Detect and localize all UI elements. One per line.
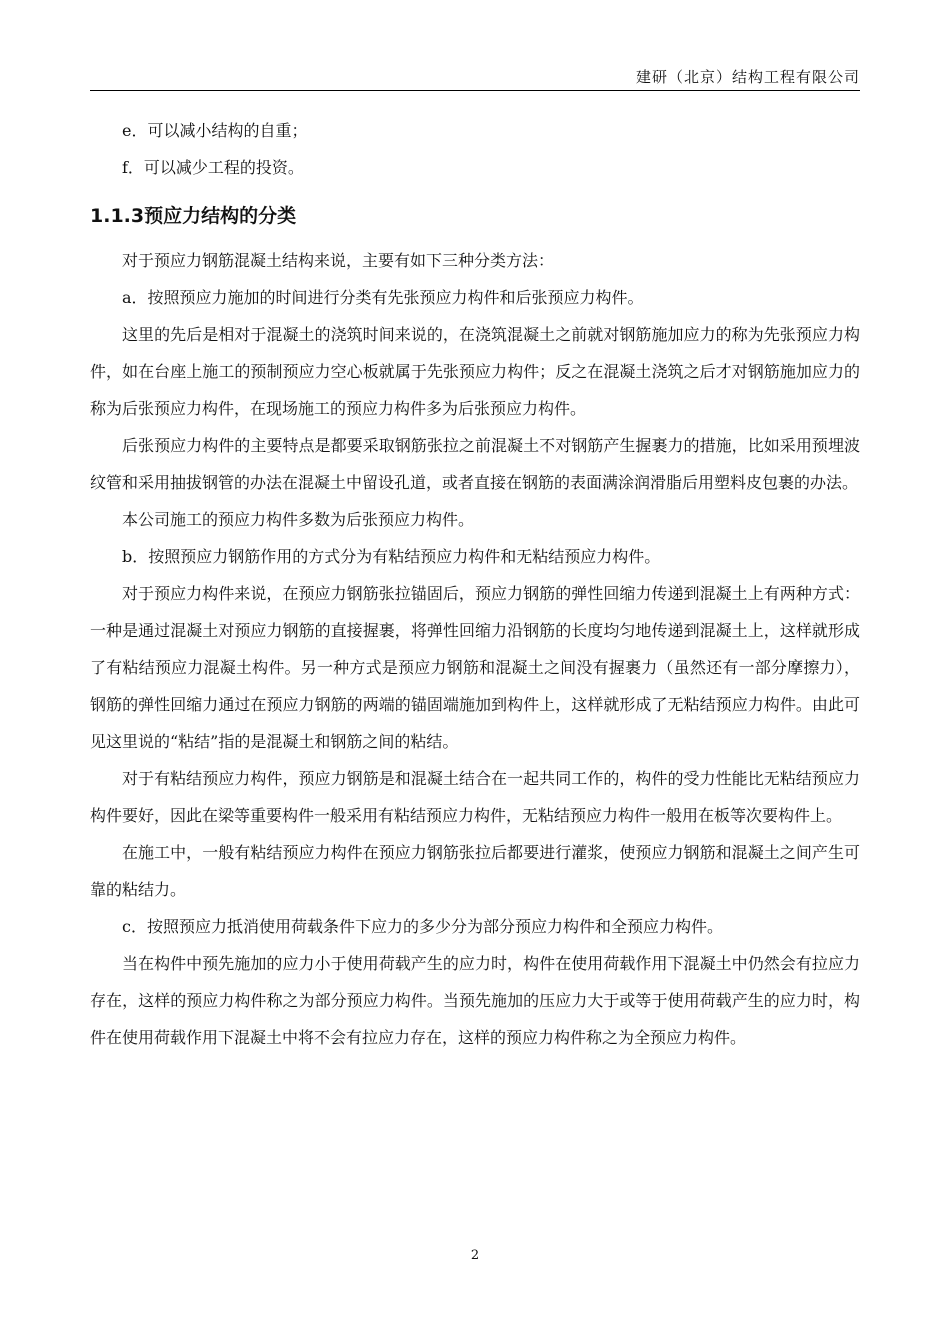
paragraph: 这里的先后是相对于混凝土的浇筑时间来说的，在浇筑混凝土之前就对钢筋施加应力的称为先张预应力构件，如在台座上施工的预制预应力空心板就属于先张预应力构件；反之在混凝土浇筑之后才对钢筋施加应力的称为后张预应力构件，在现场施工的预应力构件多为后张预应力构件。 [90, 325, 860, 418]
page-header [90, 62, 860, 91]
document-body [90, 112, 860, 1056]
paragraph: 对于预应力钢筋混凝土结构来说，主要有如下三种分类方法： [122, 251, 555, 270]
list-item-f: f．可以减少工程的投资。 [122, 158, 304, 177]
company-name: 建研（北京）结构工程有限公司 [635, 68, 860, 86]
page-number: 2 [470, 1248, 480, 1263]
paragraph: 在施工中，一般有粘结预应力构件在预应力钢筋张拉后都要进行灌浆，使预应力钢筋和混凝土之间产生可靠的粘结力。 [90, 843, 860, 899]
paragraph: 后张预应力构件的主要特点是都要采取钢筋张拉之前混凝土不对钢筋产生握裹力的措施，比如采用预埋波纹管和采用抽拔钢管的办法在混凝土中留设孔道，或者直接在钢筋的表面满涂润滑脂后用塑料皮包裹的办法。 [90, 436, 860, 492]
paragraph: 本公司施工的预应力构件多数为后张预应力构件。 [122, 510, 475, 529]
paragraph: 对于预应力构件来说，在预应力钢筋张拉锚固后，预应力钢筋的弹性回缩力传递到混凝土上有两种方式：一种是通过混凝土对预应力钢筋的直接握裹，将弹性回缩力沿钢筋的长度均匀地传递到混凝土上，这样就形成了有粘结预应力混凝土构件。另一种方式是预应力钢筋和混凝土之间没有握裹力（虽然还有一部分摩擦力），钢筋的弹性回缩力通过在预应力钢筋的两端的锚固端施加到构件上，这样就形成了无粘结预应力构件。由此可见这里说的“粘结”指的是混凝土和钢筋之间的粘结。 [90, 584, 860, 751]
section-heading: 1.1.3预应力结构的分类 [90, 205, 297, 227]
paragraph: 对于有粘结预应力构件，预应力钢筋是和混凝土结合在一起共同工作的，构件的受力性能比无粘结预应力构件要好，因此在梁等重要构件一般采用有粘结预应力构件，无粘结预应力构件一般用在板等次要构件上。 [90, 769, 860, 825]
paragraph: a．按照预应力施加的时间进行分类有先张预应力构件和后张预应力构件。 [122, 288, 644, 307]
paragraph: c．按照预应力抵消使用荷载条件下应力的多少分为部分预应力构件和全预应力构件。 [122, 917, 723, 936]
list-item-e: e．可以减小结构的自重； [122, 121, 308, 140]
paragraph: b．按照预应力钢筋作用的方式分为有粘结预应力构件和无粘结预应力构件。 [122, 547, 661, 566]
paragraph: 当在构件中预先施加的应力小于使用荷载产生的应力时，构件在使用荷载作用下混凝土中仍然会有拉应力存在，这样的预应力构件称之为部分预应力构件。当预先施加的压应力大于或等于使用荷载产生的应力时，构件在使用荷载作用下混凝土中将不会有拉应力存在，这样的预应力构件称之为全预应力构件。 [90, 954, 860, 1047]
